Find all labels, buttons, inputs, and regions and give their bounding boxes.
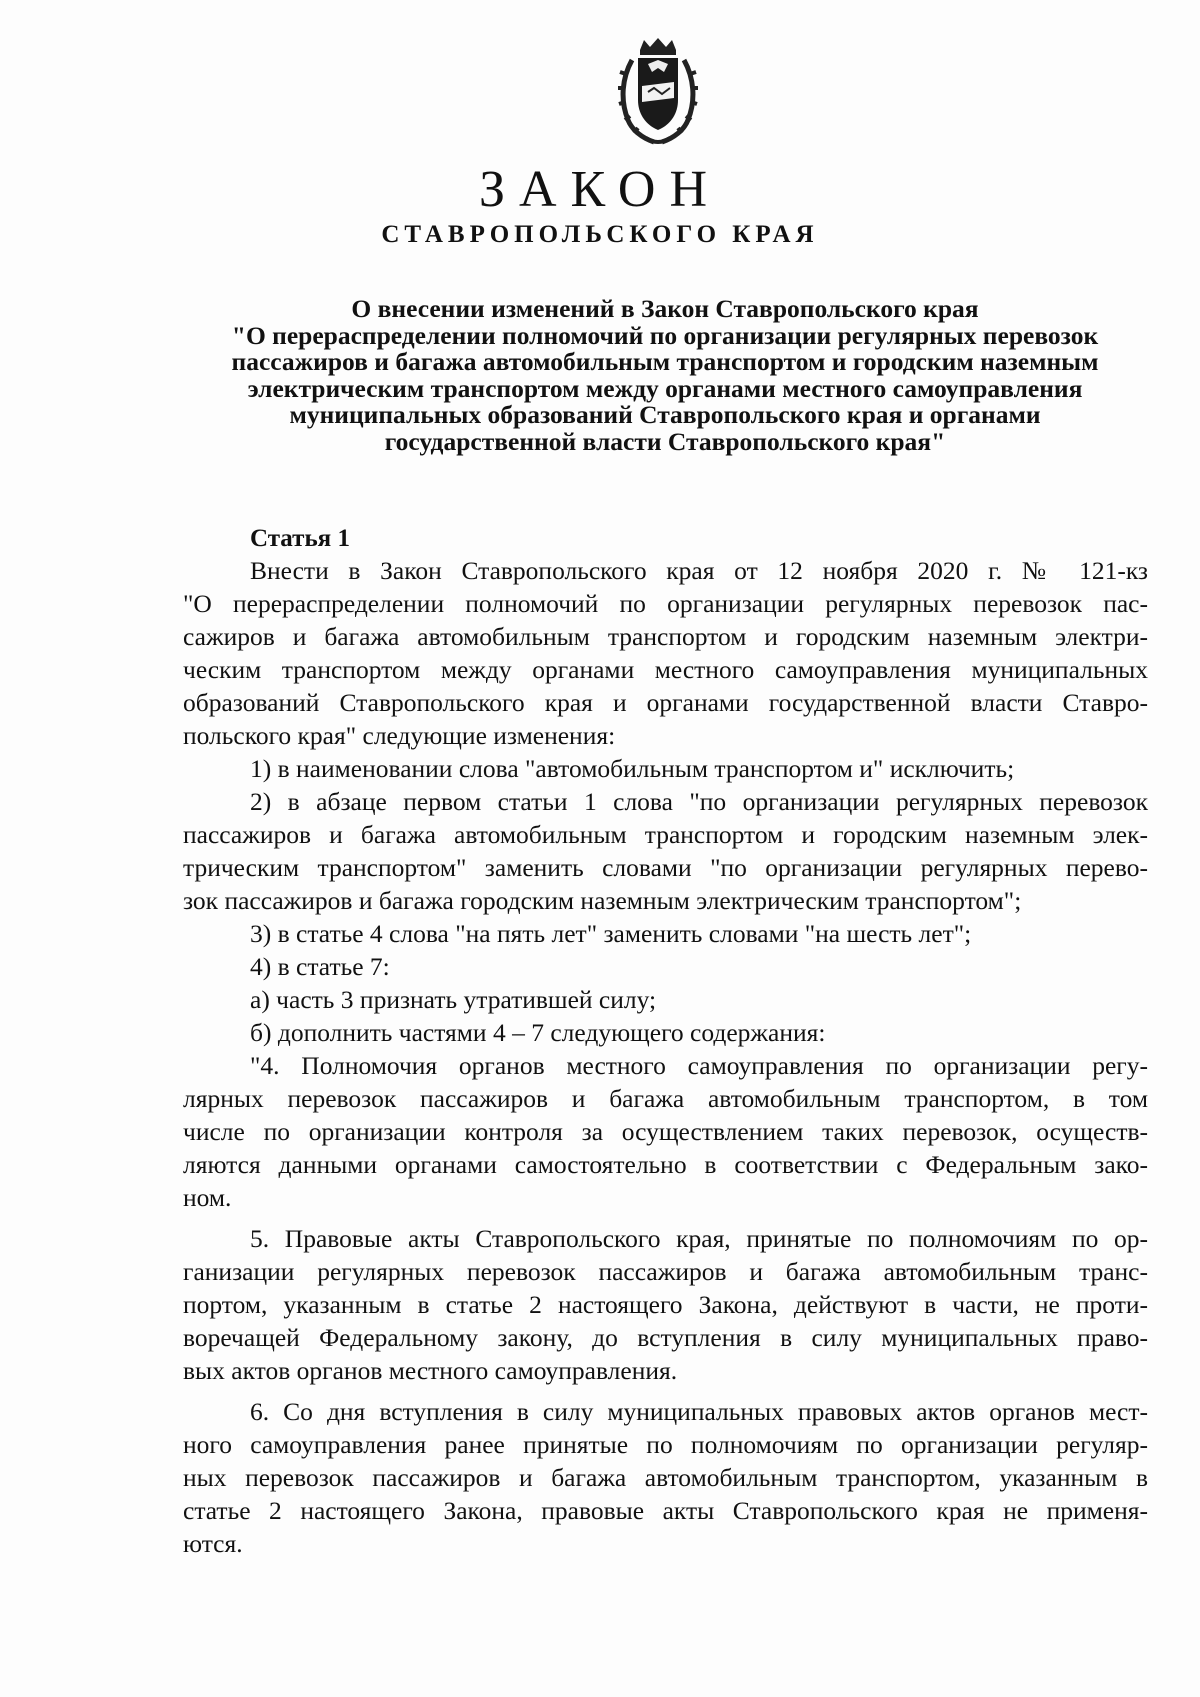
paragraph-item-4 — [183, 950, 1148, 983]
text-line: трическим транспортом" заменить словами "по организации регулярных перево- — [183, 853, 1148, 882]
text-line: б) дополнить частями 4 – 7 следующего содержания: — [250, 1018, 826, 1047]
paragraph-part-4 — [183, 1049, 1148, 1214]
paragraph-item-1 — [183, 752, 1148, 785]
paragraph-part-6 — [183, 1395, 1148, 1560]
paragraph-part-5 — [183, 1222, 1148, 1387]
text-line: 1) в наименовании слова "автомобильным транспортом и" исключить; — [250, 754, 1015, 783]
text-line: 3) в статье 4 слова "на пять лет" заменить словами "на шесть лет"; — [250, 919, 972, 948]
text-line: "4. Полномочия органов местного самоуправления по организации регу- — [250, 1051, 1148, 1080]
text-line: образований Ставропольского края и органами государственной власти Ставро- — [183, 688, 1148, 717]
law-title-line: муниципальных образований Ставропольского края и органами — [289, 400, 1041, 429]
text-line: ляются данными органами самостоятельно в соответствии с Федеральным зако- — [183, 1150, 1148, 1179]
text-line: а) часть 3 признать утратившей силу; — [250, 985, 657, 1014]
coat-of-arms-icon — [618, 38, 698, 146]
paragraph-item-4b — [183, 1016, 1148, 1049]
text-line: польского края" следующие изменения: — [183, 721, 616, 750]
law-title-line: О внесении изменений в Закон Ставропольского края — [351, 294, 979, 323]
article-title: Статья 1 — [250, 525, 350, 552]
text-line: 5. Правовые акты Ставропольского края, принятые по полномочиям по ор- — [250, 1224, 1148, 1253]
text-line: статье 2 настоящего Закона, правовые акты Ставропольского края не применя- — [183, 1496, 1148, 1525]
text-line: ются. — [183, 1529, 243, 1558]
text-line: ных перевозок пассажиров и багажа автомобильным транспортом, указанным в — [183, 1463, 1148, 1492]
article-body — [183, 554, 1148, 1560]
text-line: сажиров и багажа автомобильным транспортом и городским наземным электри- — [183, 622, 1148, 651]
text-line: зок пассажиров и багажа городским наземным электрическим транспортом"; — [183, 886, 1022, 915]
region-heading: СТАВРОПОЛЬСКОГО КРАЯ — [381, 221, 819, 248]
law-title-line: "О перераспределении полномочий по организации регулярных перевозок — [231, 320, 1099, 350]
text-line: пассажиров и багажа автомобильным транспортом и городским наземным элек- — [183, 820, 1148, 849]
text-line: вых актов органов местного самоуправления. — [183, 1356, 678, 1385]
law-title-line: государственной власти Ставропольского края" — [384, 426, 946, 456]
text-line: "О перераспределении полномочий по организации регулярных перевозок пас- — [183, 589, 1148, 618]
law-title-line: пассажиров и багажа автомобильным транспортом и городским наземным — [231, 347, 1099, 376]
paragraph-intro — [183, 554, 1148, 752]
law-type-heading: ЗАКОН — [478, 161, 722, 218]
paragraph-item-4a — [183, 983, 1148, 1016]
text-line: 6. Со дня вступления в силу муниципальных правовых актов органов мест- — [250, 1397, 1148, 1426]
text-line: Внести в Закон Ставропольского края от 12 ноября 2020 г. № 121-кз — [250, 556, 1148, 585]
paragraph-item-2 — [183, 785, 1148, 917]
text-line: лярных перевозок пассажиров и багажа автомобильным транспортом, в том — [183, 1084, 1148, 1113]
text-line: ного самоуправления ранее принятые по полномочиям по организации регуляр- — [183, 1430, 1148, 1459]
text-line: ном. — [183, 1183, 232, 1212]
text-line: портом, указанным в статье 2 настоящего Закона, действуют в части, не проти- — [183, 1290, 1148, 1319]
text-line: числе по организации контроля за осуществлением таких перевозок, осуществ- — [183, 1117, 1148, 1146]
text-line: ганизации регулярных перевозок пассажиров и багажа автомобильным транс- — [183, 1257, 1148, 1286]
text-line: воречащей Федеральному закону, до вступления в силу муниципальных право- — [183, 1323, 1148, 1352]
law-title — [170, 296, 1160, 455]
law-title-line: электрическим транспортом между органами местного самоуправления — [247, 373, 1083, 403]
text-line: 4) в статье 7: — [250, 952, 390, 981]
paragraph-item-3 — [183, 917, 1148, 950]
text-line: ческим транспортом между органами местного самоуправления муниципальных — [183, 655, 1148, 684]
text-line: 2) в абзаце первом статьи 1 слова "по организации регулярных перевозок — [250, 787, 1148, 816]
